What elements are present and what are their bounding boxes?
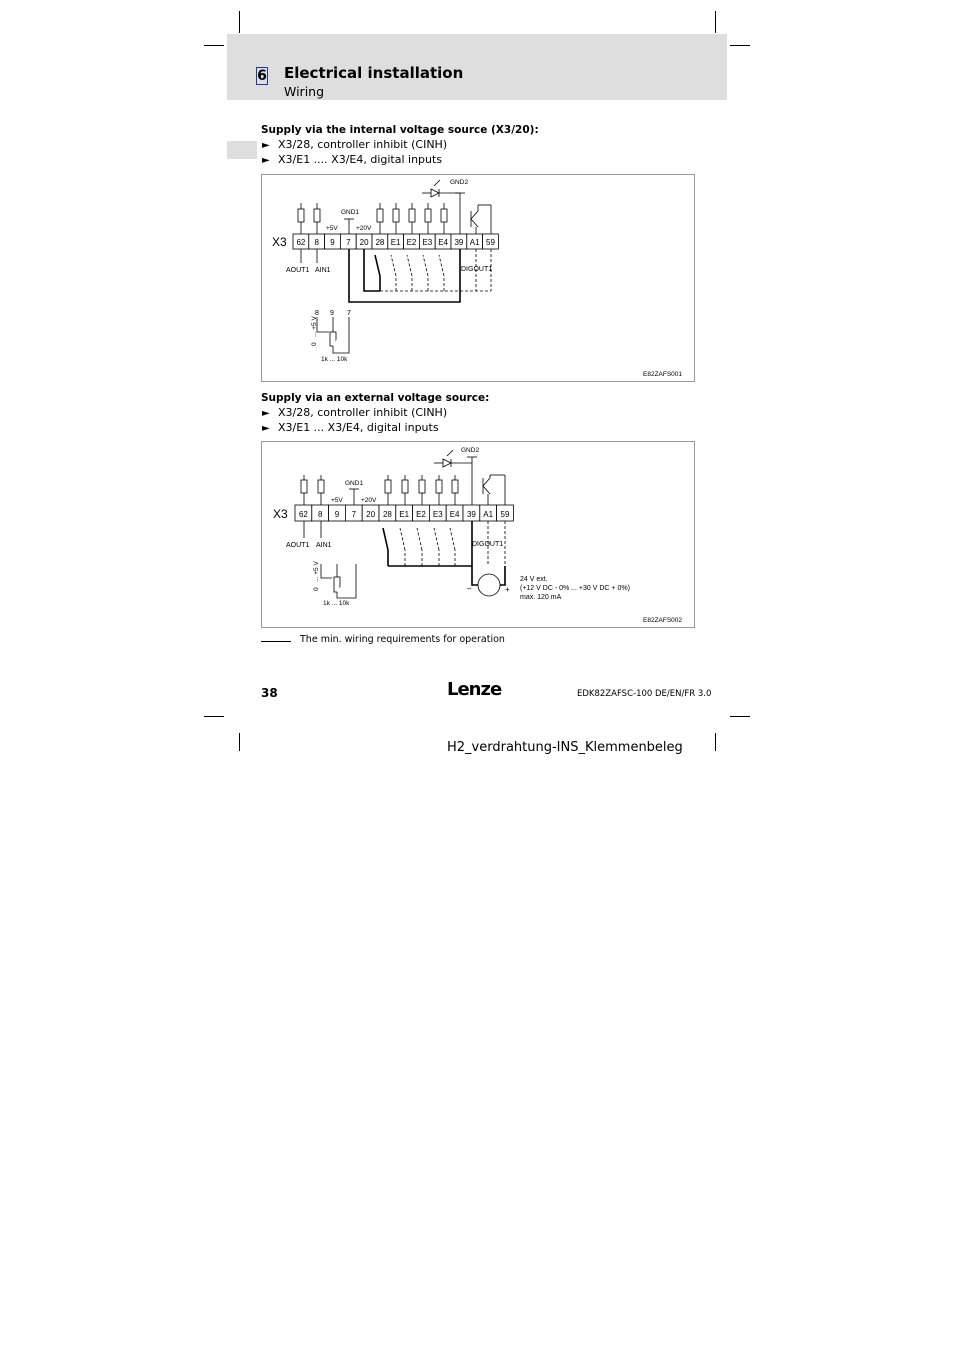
gnd2-label: GND2	[450, 179, 469, 186]
resistor	[436, 480, 442, 493]
pot-terminal-9: 9	[330, 310, 334, 317]
section1-heading: Supply via the internal voltage source (X3/20):	[261, 124, 539, 136]
supply-plus: +	[505, 585, 510, 594]
ain1-label: AIN1	[315, 267, 331, 274]
bullet-arrow-icon: ►	[262, 155, 270, 166]
legend-line	[261, 641, 291, 642]
terminal-label: 7	[346, 238, 351, 247]
connector-label: X3	[273, 507, 288, 521]
resistor	[452, 480, 458, 493]
wiring-diagram-external	[261, 441, 695, 628]
supply-line3: max. 120 mA	[520, 594, 562, 601]
section1-bullet	[262, 153, 442, 166]
terminal-label: A1	[469, 238, 480, 247]
terminal-label: 8	[317, 510, 323, 519]
voltage-source-symbol	[478, 574, 500, 596]
gnd1-label: GND1	[341, 209, 360, 216]
crop-mark	[715, 733, 716, 751]
terminal-strip	[293, 234, 498, 249]
lenze-logo: Lenze	[447, 679, 502, 700]
pot-terminal-7: 7	[347, 310, 351, 317]
plus5v-label: +5V	[331, 497, 343, 504]
figure-id: E82ZAFS001	[643, 371, 683, 378]
document-reference: EDK82ZAFSC-100 DE/EN/FR 3.0	[577, 689, 712, 699]
potentiometer	[321, 564, 356, 598]
crop-mark	[204, 716, 224, 717]
terminal-label: E2	[406, 238, 417, 247]
terminal-label: E3	[432, 510, 443, 519]
ain1-label: AIN1	[316, 542, 332, 549]
pot-zero-label: 0	[313, 587, 320, 591]
gnd1-label: GND1	[345, 480, 364, 487]
terminal-label: 39	[466, 510, 476, 519]
pot-value-label: 1k ... 10k	[321, 356, 348, 363]
terminal-label: 9	[334, 510, 340, 519]
supply-line2: (+12 V DC - 0% ... +30 V DC + 0%)	[520, 585, 630, 592]
terminal-label: 62	[296, 238, 306, 247]
section2-heading: Supply via an external voltage source:	[261, 392, 490, 404]
wiring-diagram-internal	[261, 174, 695, 382]
pot-value-label: 1k ... 10k	[323, 600, 350, 607]
plus20v-label: +20V	[356, 225, 372, 232]
potentiometer	[317, 317, 349, 353]
aout1-label: AOUT1	[286, 267, 310, 274]
supply-minus: –	[467, 584, 472, 593]
bullet-arrow-icon: ►	[262, 140, 270, 151]
chapter-number: 6	[257, 68, 267, 84]
crop-mark	[715, 11, 716, 33]
terminal-label: E4	[449, 510, 460, 519]
resistor	[425, 209, 431, 222]
chapter-title: Electrical installation	[284, 64, 464, 82]
terminal-label: E4	[438, 238, 448, 247]
wiring-diagram-external-svg	[262, 442, 694, 627]
crop-mark	[730, 716, 750, 717]
digout1-label: DIGOUT1	[472, 541, 504, 548]
section2-bullet	[262, 406, 447, 419]
legend-text: The min. wiring requirements for operation	[300, 634, 505, 645]
analog-arrows	[301, 249, 317, 263]
terminal-label: 62	[298, 510, 308, 519]
figure-id: E82ZAFS002	[643, 617, 683, 624]
terminal-label: 28	[375, 238, 385, 247]
terminal-label: 9	[330, 238, 335, 247]
crop-mark	[204, 45, 224, 46]
terminal-label: 59	[500, 510, 510, 519]
pot-zero-label: 0	[311, 342, 318, 346]
terminal-label: 39	[454, 238, 464, 247]
bullet-text: X3/28, controller inhibit (CINH)	[278, 138, 448, 151]
bullet-text: X3/E1 ... X3/E4, digital inputs	[278, 421, 439, 434]
wiring-diagram-internal-svg	[262, 175, 694, 381]
connector-label: X3	[272, 235, 287, 249]
resistor	[318, 480, 324, 493]
chapter-subtitle: Wiring	[284, 84, 325, 99]
resistor	[314, 209, 320, 222]
plus20v-label: +20V	[361, 497, 377, 504]
crop-mark	[730, 45, 750, 46]
aout1-label: AOUT1	[286, 542, 310, 549]
terminal-label: E1	[390, 238, 401, 247]
terminal-label: A1	[483, 510, 494, 519]
resistor	[301, 480, 307, 493]
terminal-label: 8	[314, 238, 319, 247]
supply-line1: 24 V ext.	[520, 576, 548, 583]
resistor	[385, 480, 391, 493]
page-number: 38	[261, 686, 278, 700]
terminal-label: E1	[399, 510, 410, 519]
resistor	[441, 209, 447, 222]
pot-range-label: ... +5 V	[311, 316, 318, 337]
terminal-label: 28	[382, 510, 392, 519]
section1-bullet	[262, 138, 447, 151]
digout1-label: DIGOUT1	[461, 266, 493, 273]
gnd2-label: GND2	[461, 447, 480, 454]
bullet-text: X3/E1 .... X3/E4, digital inputs	[278, 153, 443, 166]
terminal-label: 59	[486, 238, 495, 247]
bullet-text: X3/28, controller inhibit (CINH)	[278, 406, 448, 419]
resistor	[377, 209, 383, 222]
pot-terminal-8: 8	[315, 310, 319, 317]
bullet-arrow-icon: ►	[262, 423, 270, 434]
terminal-label: 20	[366, 510, 376, 519]
resistor	[409, 209, 415, 222]
pot-range-label: ... +5 V	[313, 561, 320, 582]
terminal-label: E3	[422, 238, 433, 247]
wiring-solid	[349, 249, 460, 302]
crop-mark	[239, 733, 240, 751]
bullet-arrow-icon: ►	[262, 408, 270, 419]
resistor	[419, 480, 425, 493]
terminal-label: E2	[416, 510, 426, 519]
plus5v-label: +5V	[326, 225, 338, 232]
terminal-strip	[295, 505, 513, 521]
resistor	[298, 209, 304, 222]
resistor	[393, 209, 399, 222]
terminal-label: 20	[359, 238, 369, 247]
section2-bullet	[262, 421, 439, 434]
resistor	[402, 480, 408, 493]
crop-mark	[239, 11, 240, 33]
side-tab	[227, 141, 257, 159]
file-slug: H2_verdrahtung-INS_Klemmenbeleg	[447, 740, 683, 755]
terminal-label: 7	[351, 510, 357, 519]
